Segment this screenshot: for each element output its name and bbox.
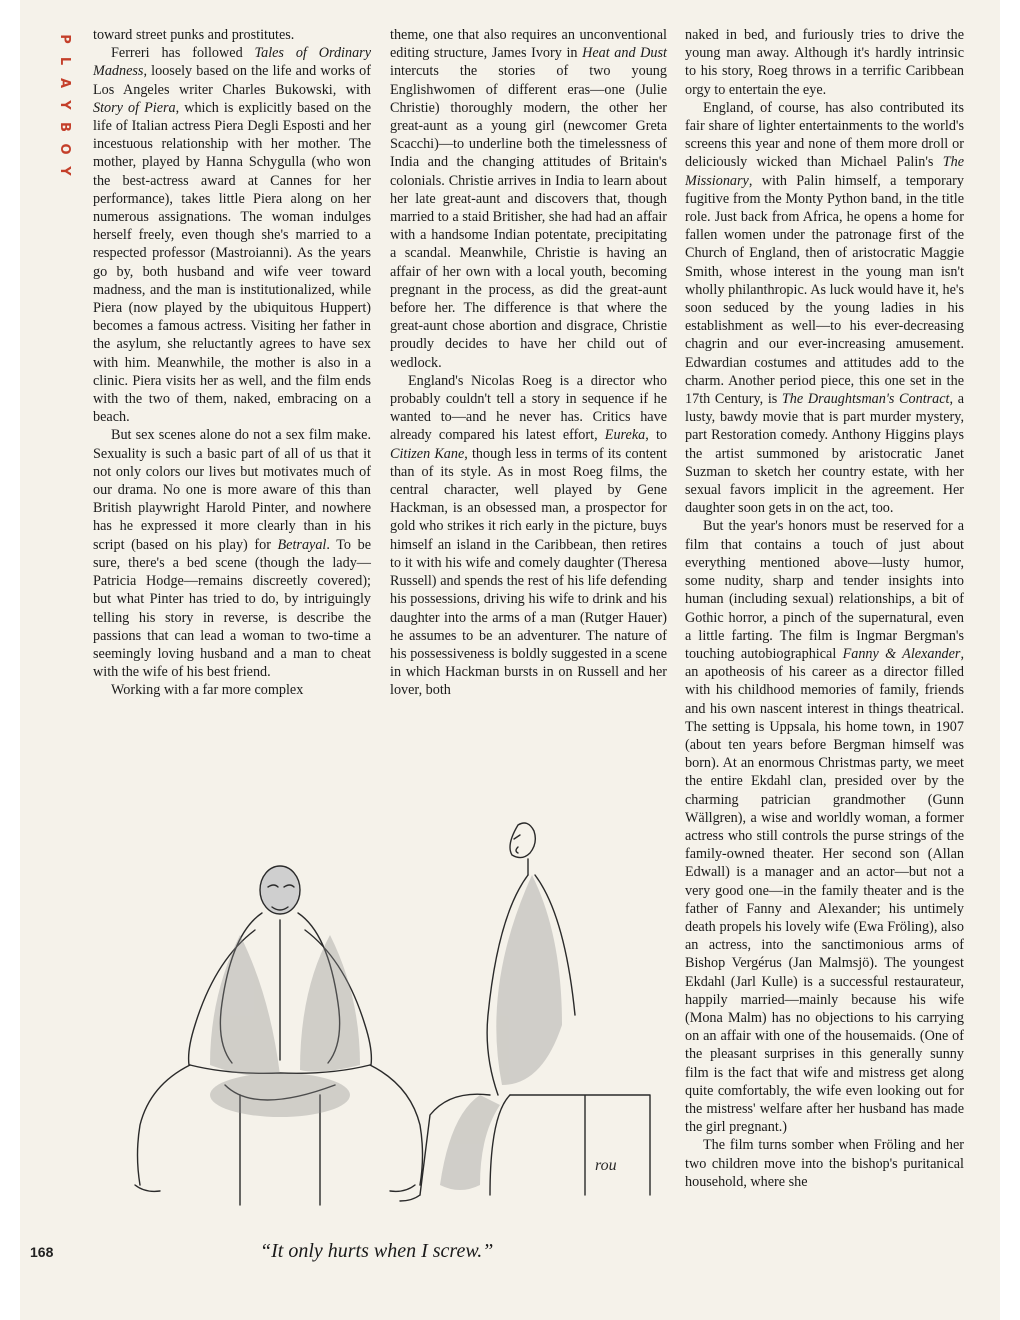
- article-column-3: [685, 26, 964, 1296]
- paragraph: Ferreri has followed Tales of Ordinary Madness, loosely based on the life and works of Los Angeles writer Charles Bukowski, with Story of Piera, which is explicitly based on the life of Italian actress Piera Degli Esposti and her incestuous relationship with her mother. The mother, played by Hanna Schygulla (who won the best-actress award at Cannes for her performance), takes little Piera along on her numerous assignations. The woman indulges herself freely, even though she's married to a respected professor (Mastroianni). As the years go by, both husband and wife veer toward madness, and the man is institutionalized, while Piera (now played by the ubiquitous Huppert) becomes a famous actress. Visiting her father in the asylum, she reluctantly agrees to have sex with him. Meanwhile, the mother is also in a clinic. Piera visits her as well, and the film ends with the two of them, naked, embracing on a beach.: [93, 45, 371, 426]
- film-title: The Draughtsman's Contract: [781, 391, 950, 408]
- paragraph: But the year's honors must be reserved for a film that contains a touch of just about everything mentioned above—lusty humor, some nudity, sharp and tender insights into human (including sexual) relationships, a bit of Gothic horror, a pinch of the supernatural, even a little farting. The film is Ingmar Bergman's touching autobiographical Fanny & Alexander, an apotheosis of his career as a director filled with his childhood memories of family, friends and his own nascent interest in things theatrical. The setting is Uppsala, his home town, in 1907 (about ten years before Bergman himself was born). At an enormous Christmas party, we meet the entire Ekdahl clan, presided over by the charming patrician grandmother (Gunn Wällgren), a wise and worldly woman, a former actress who still controls the purse strings of the family-owned theater. Her second son (Allan Edwall) is a manager and an actor—but not a very good one—in the family theater and is the father of Fanny and Alexander; his untimely death propels his lovely wife (Ewa Fröling), also an actress, into the sanctimonious arms of Bishop Vergérus (Jan Malmsjö). The youngest Ekdahl (Jarl Kulle) is a successful restaurateur, happily married—mainly because his wife (Mona Malm) has no objections to his carrying on an affair with one of the housemaids. (One of the pleasant surprises in this generally sunny film is the fact that wife and mistress get along quite comfortably, the wife even looking out for the mistress' welfare after her husband has made the girl pregnant.): [685, 518, 964, 1136]
- magazine-letter: Y: [57, 100, 72, 110]
- paragraph: toward street punks and prostitutes.: [93, 27, 295, 43]
- magazine-page: [20, 0, 1000, 1320]
- paragraph: naked in bed, and furiously tries to drive the young man away. Although it's hardly intrinsic to his story, Roeg throws in a terrific Caribbean orgy to entertain the eye.: [685, 27, 964, 98]
- artist-signature: rou: [595, 1157, 617, 1174]
- paragraph: But sex scenes alone do not a sex film make. Sexuality is such a basic part of all of us that it not only colors our lives but motivates much of our drama. No one is more aware of this than British playwright Harold Pinter, and nowhere has he expressed it more clearly than in his script (based on his play) for Betrayal. To be sure, there's a bed scene (though the lady—Patricia Hodge—remains discreetly covered); but what Pinter has tried to do, by intriguingly telling his story in reverse, is describe the passions that can lead a woman to two-time a seemingly loving husband and a man to cheat with the wife of his best friend.: [93, 427, 371, 681]
- cartoon-caption: “It only hurts when I screw.”: [260, 1240, 494, 1262]
- magazine-letter: P: [57, 34, 72, 44]
- article-column-2: [390, 26, 667, 786]
- shadow-wash-left: [210, 935, 360, 1117]
- seated-man-left: [135, 866, 423, 1205]
- paragraph: England's Nicolas Roeg is a director who probably couldn't tell a story in sequence if he wanted to—and he never has. Critics have already compared his latest effort, Eureka, to Citizen Kane, though less in terms of its content than of its style. As in most Roeg films, the central character, well played by Gene Hackman, is an obsessed man, a prospector for gold who strikes it rich early in the picture, buys himself an island in the Caribbean, then retires to it with his wife and comely daughter (Theresa Russell) and spends the rest of his life defending his possessions, driving his wife to drink and his daughter into the arms of a man (Rutger Hauer) he assumes to be an adventurer. The nature of his possessiveness is boldly suggested in a scene in which Hackman bursts in on Russell and her lover, both: [390, 372, 667, 699]
- film-title: Citizen Kane: [390, 445, 465, 462]
- magazine-letter: L: [57, 56, 72, 66]
- film-title: The Missionary: [685, 154, 964, 189]
- paragraph: theme, one that also requires an unconventional editing structure, James Ivory in Heat and Dust intercuts the stories of two young Englishwomen of different eras—one (Julie Christie) thoroughly modern, the other her great-aunt as a young girl (newcomer Greta Scacchi)—to underline both the timelessness of India and the changing attitudes of Britain's colonials. Christie arrives in India to learn about her late great-aunt and discovers that, though married to a staid Britisher, she had had an affair with a handsome Indian potentate, precipitating a scandal. Meanwhile, Christie is having an affair of her own with a local youth, becoming pregnant in the process, as did the great-aunt before her. The difference is that where the great-aunt chose abortion and disgrace, Christie proudly decides to have her child out of wedlock.: [390, 27, 667, 371]
- magazine-letter: O: [57, 143, 72, 155]
- film-title: Betrayal: [277, 536, 327, 553]
- film-title: Fanny & Alexander: [842, 645, 961, 662]
- cartoon-illustration: [40, 795, 680, 1235]
- film-title: Tales of Ordinary Madness: [93, 45, 371, 80]
- paragraph: England, of course, has also contributed its fair share of lighter entertainments to the world's screens this year and none of them more droll or deliciously wicked than Michael Palin's The Missionary, with Palin himself, a temporary fugitive from the Monty Python band, in the title role. Just back from Africa, he opens a home for fallen women under the patronage first of the Church of England, then of aristocratic Maggie Smith, whose interest in the young man isn't wholly philanthropic. As luck would have it, he's soon seduced by the young ladies in his establishment as well—to his ever-decreasing chagrin and our ever-increasing amusement. Edwardian costumes and attitudes add to the charm. Another period piece, this one set in the 17th Century, is The Draughtsman's Contract, a lusty, bawdy movie that is part murder mystery, part Restoration comedy. Anthony Higgins plays the artist summoned by aristocratic Janet Suzman to sketch her country estate, with her sexual favors implicit in the agreement. Her daughter soon gets in on the act, too.: [685, 99, 964, 517]
- shadow-wash-right: [440, 875, 562, 1190]
- magazine-letter: A: [57, 77, 72, 89]
- film-title: Eureka: [604, 427, 646, 444]
- magazine-letter: B: [57, 122, 72, 132]
- film-title: Heat and Dust: [582, 45, 667, 62]
- paragraph: The film turns somber when Fröling and her two children move into the bishop's puritanical household, where she: [685, 1137, 964, 1190]
- magazine-letter: Y: [57, 166, 72, 176]
- magazine-name-vertical: [55, 28, 73, 182]
- page-number: 168: [30, 1244, 54, 1260]
- film-title: Story of Piera: [93, 99, 176, 116]
- article-column-1: [93, 26, 371, 786]
- paragraph: Working with a far more complex: [111, 682, 304, 699]
